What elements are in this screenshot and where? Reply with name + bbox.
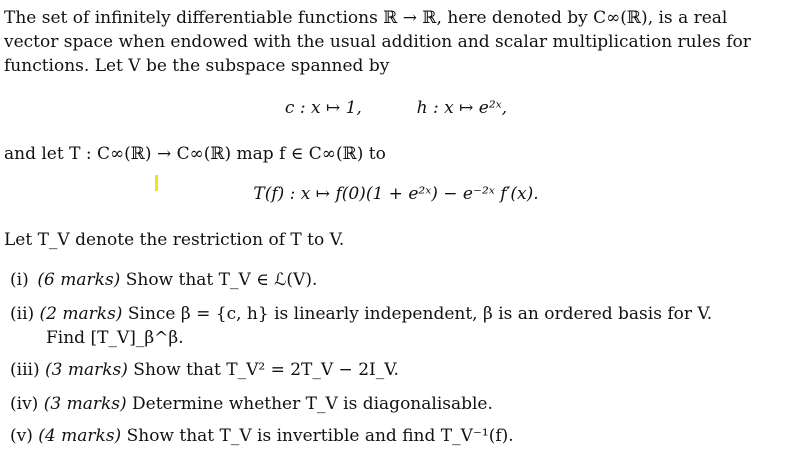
part-label: (v) bbox=[10, 426, 33, 446]
part-text: Determine whether T_V is diagonalisable. bbox=[132, 394, 493, 414]
part-text: Show that T_V² = 2T_V − 2I_V. bbox=[133, 360, 399, 380]
c-definition: c : x ↦ 1, bbox=[284, 98, 362, 118]
intro-line-2: vector space when endowed with the usual addition and scalar multiplication rules for bbox=[4, 32, 751, 52]
part-marks: (3 marks) bbox=[44, 360, 128, 380]
part-label: (iv) bbox=[10, 394, 39, 414]
part-ii bbox=[10, 302, 780, 326]
part-text: Since β = {c, h} is linearly independent, β is an ordered basis for V. bbox=[127, 304, 713, 324]
t-formula: T(f) : x ↦ f(0)(1 + e²ˣ) − e⁻²ˣ f′(x). bbox=[253, 184, 539, 204]
part-ii-continuation: Find [T_V]_β^β. bbox=[46, 328, 184, 348]
restriction-line: Let T_V denote the restriction of T to V. bbox=[4, 230, 345, 250]
part-text: Show that T_V is invertible and find T_V⁻¹(f). bbox=[126, 426, 514, 446]
t-formula-display bbox=[0, 182, 792, 206]
part-marks: (6 marks) bbox=[37, 270, 121, 290]
part-marks: (3 marks) bbox=[43, 394, 127, 414]
part-text: Show that T_V ∈ ℒ(V). bbox=[125, 270, 318, 290]
part-i bbox=[10, 268, 780, 292]
part-iv bbox=[10, 392, 780, 416]
part-v bbox=[10, 424, 780, 448]
intro-line-3: functions. Let V be the subspace spanned by bbox=[4, 56, 390, 76]
map-definition-line: and let T : C∞(ℝ) → C∞(ℝ) map f ∈ C∞(ℝ) to bbox=[4, 144, 386, 164]
intro-line-1: The set of infinitely differentiable functions ℝ → ℝ, here denoted by C∞(ℝ), is a real bbox=[4, 8, 728, 28]
part-label: (i) bbox=[10, 270, 29, 290]
part-marks: (4 marks) bbox=[38, 426, 122, 446]
span-display bbox=[0, 96, 792, 120]
part-marks: (2 marks) bbox=[39, 304, 123, 324]
part-label: (ii) bbox=[10, 304, 35, 324]
part-label: (iii) bbox=[10, 360, 40, 380]
part-iii bbox=[10, 358, 780, 382]
h-definition: h : x ↦ e²ˣ, bbox=[416, 98, 508, 118]
